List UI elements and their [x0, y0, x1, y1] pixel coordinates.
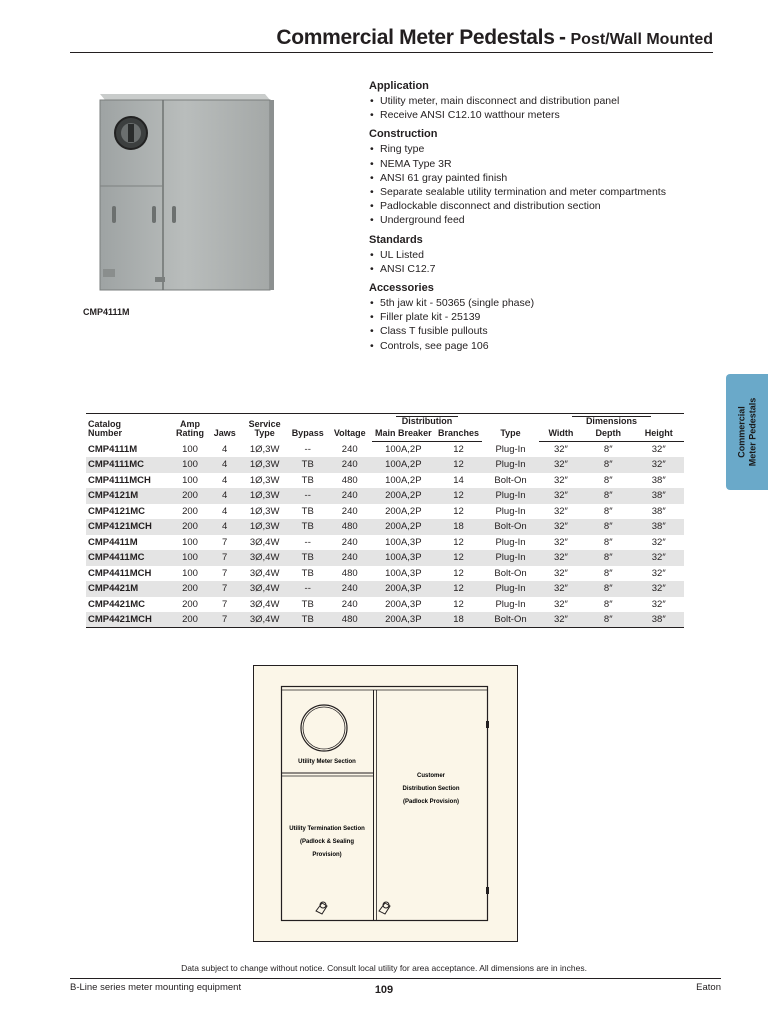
table-cell: 32″ [651, 444, 666, 455]
table-row [86, 473, 684, 489]
spec-heading: Standards [369, 233, 423, 246]
diagram-label-customer: Customer [416, 773, 446, 779]
table-cell: 240 [341, 505, 358, 517]
spec-item: • Underground feed [369, 213, 709, 227]
catalog-number-cell: CMP4411MCH [88, 567, 152, 579]
table-cell: 200A,2P [385, 505, 422, 517]
table-cell: 480 [328, 612, 372, 628]
table-row [86, 488, 684, 504]
table-cell: 100 [182, 536, 198, 548]
table-cell: 4 [208, 457, 242, 473]
table-cell: 7 [222, 598, 228, 610]
diagram-label-customer: (Padlock Provision) [402, 799, 460, 805]
table-cell: 4 [208, 488, 242, 504]
col-branches: Branches [435, 427, 482, 442]
diagram-label-meter: Utility Meter Section [298, 759, 356, 765]
table-cell: 100A,2P [372, 457, 435, 473]
spec-heading: Application [369, 80, 429, 92]
table-cell: 100 [182, 474, 198, 486]
table-cell: TB [288, 457, 328, 473]
table-cell: 480 [328, 519, 372, 535]
col-jaws: Jaws [208, 414, 242, 442]
side-tab-line: Commercial [736, 406, 747, 458]
table-cell: 100 [172, 550, 208, 566]
table-cell: 32″ [539, 612, 583, 628]
group-dimensions: Dimensions [539, 414, 684, 427]
table-cell: 100A,3P [385, 567, 422, 579]
table-cell: Plug-In [495, 536, 526, 548]
spec-heading: Construction [369, 128, 438, 141]
table-cell: 32″ [553, 474, 568, 486]
table-cell: 38″ [633, 612, 684, 628]
catalog-number-cell: CMP4411MC [86, 550, 172, 566]
spec-list [369, 296, 709, 353]
table-cell: 100 [182, 567, 198, 579]
table-row [86, 519, 684, 535]
catalog-table [86, 413, 684, 628]
table-cell: Bolt-On [482, 612, 539, 628]
table-cell: 12 [453, 536, 464, 548]
table-cell: 200 [172, 488, 208, 504]
catalog-number-cell: CMP4111MCH [88, 474, 151, 486]
table-cell: 38″ [633, 519, 684, 535]
table-cell: 100A,3P [372, 550, 435, 566]
table-cell: TB [288, 612, 328, 628]
table-cell: 12 [453, 567, 464, 579]
side-tab-text [736, 398, 758, 467]
table-cell: Plug-In [482, 581, 539, 597]
catalog-number-cell: CMP4421MC [88, 598, 146, 610]
table-cell: 8″ [583, 612, 633, 628]
table-cell: Plug-In [482, 488, 539, 504]
table-cell: Bolt-On [482, 519, 539, 535]
table-cell: 7 [208, 612, 242, 628]
table-cell: 32″ [553, 536, 568, 548]
table-cell: 8″ [603, 536, 613, 548]
table-row [86, 504, 684, 520]
table-cell: 240 [328, 550, 372, 566]
table-cell: 3Ø,4W [242, 550, 288, 566]
spec-item: • Receive ANSI C12.10 watthour meters [369, 108, 709, 122]
table-cell: 240 [341, 443, 358, 455]
table-cell: 3Ø,4W [242, 612, 288, 628]
table-cell: 1Ø,3W [249, 505, 280, 517]
table-cell: 32″ [539, 457, 583, 473]
table-cell: Plug-In [482, 457, 539, 473]
table-cell: 32″ [651, 567, 666, 579]
table-row [86, 566, 684, 582]
table-cell: 18 [435, 612, 482, 628]
table-cell: 32″ [651, 598, 666, 610]
table-cell: 18 [435, 519, 482, 535]
table-cell: 240 [328, 581, 372, 597]
table-cell: -- [304, 443, 311, 455]
footer-brand: Eaton [696, 982, 721, 993]
spec-list [369, 248, 709, 276]
table-cell: 32″ [651, 536, 666, 548]
table-cell: -- [288, 488, 328, 504]
table-cell: 32″ [633, 457, 684, 473]
table-cell: 200A,3P [385, 598, 422, 610]
page-title [276, 26, 713, 50]
spec-list [369, 94, 709, 122]
table-cell: 200 [172, 581, 208, 597]
table-cell: 240 [328, 457, 372, 473]
table-cell: 32″ [539, 581, 583, 597]
table-cell: 8″ [583, 457, 633, 473]
table-cell: 4 [222, 443, 228, 455]
spec-item: • ANSI C12.7 [369, 262, 709, 276]
footer-series: B-Line series meter mounting equipment [70, 982, 242, 993]
col-type: Type [482, 414, 539, 442]
table-cell: Plug-In [495, 598, 526, 610]
table-cell: 4 [208, 519, 242, 535]
table-cell: 32″ [553, 567, 568, 579]
col-amp: Amp Rating [172, 414, 208, 442]
table-cell: 3Ø,4W [249, 567, 280, 579]
title-sub: Post/Wall Mounted [570, 31, 713, 48]
table-cell: 32″ [539, 519, 583, 535]
table-cell: Plug-In [495, 443, 526, 455]
table-cell: 240 [341, 536, 358, 548]
table-cell: 100A,2P [385, 444, 422, 455]
spec-item: • Controls, see page 106 [369, 339, 709, 353]
title-separator: - [559, 26, 567, 49]
table-cell: TB [301, 474, 314, 486]
product-photo [95, 88, 275, 298]
table-cell: 32″ [553, 598, 568, 610]
table-cell: 38″ [633, 488, 684, 504]
spec-item: • Separate sealable utility termination and meter compartments [369, 185, 709, 199]
table-cell: 32″ [539, 488, 583, 504]
catalog-number-cell: CMP4411M [88, 536, 138, 548]
table-cell: -- [304, 536, 311, 548]
table-cell: 480 [341, 567, 358, 579]
spec-heading: Accessories [369, 282, 434, 295]
table-cell: 7 [222, 536, 228, 548]
spec-item: • UL Listed [369, 248, 709, 262]
table-row [86, 535, 684, 551]
catalog-number-cell: CMP4121M [86, 488, 172, 504]
table-cell: 200 [172, 612, 208, 628]
catalog-number-cell: CMP4421MCH [86, 612, 172, 628]
footer-rule [70, 978, 721, 979]
specs-section [369, 80, 709, 353]
table-cell: 200 [182, 598, 198, 610]
catalog-number-cell: CMP4111MC [86, 457, 172, 473]
col-width: Width [539, 427, 583, 442]
diagram-label-customer: Distribution Section [402, 786, 460, 792]
table-cell: 100 [172, 457, 208, 473]
spec-item: • Ring type [369, 142, 709, 156]
table-cell: 8″ [583, 581, 633, 597]
table-row [86, 442, 684, 458]
col-depth: Depth [583, 427, 633, 442]
photo-caption: CMP4111M [83, 307, 130, 317]
footer-note: Data subject to change without notice. Consult local utility for area acceptance. All dimensions are in inches. [181, 963, 587, 973]
table-cell: Plug-In [482, 550, 539, 566]
table-cell: 8″ [603, 474, 613, 486]
table-cell: -- [288, 581, 328, 597]
spec-list [369, 142, 709, 227]
table-cell: 12 [453, 444, 464, 455]
table-cell: 8″ [583, 488, 633, 504]
table-cell: 240 [328, 488, 372, 504]
col-voltage: Voltage [328, 414, 372, 442]
table-cell: 12 [435, 457, 482, 473]
catalog-number-cell: CMP4121MC [88, 505, 146, 517]
catalog-number-cell: CMP4121MCH [86, 519, 172, 535]
catalog-number-cell: CMP4111M [88, 443, 138, 455]
table-row [86, 612, 684, 628]
table-cell: 12 [453, 598, 464, 610]
col-height: Height [633, 427, 684, 442]
table-cell: 8″ [603, 505, 613, 517]
col-bypass: Bypass [288, 414, 328, 442]
table-cell: 14 [453, 474, 464, 486]
table-cell: 1Ø,3W [242, 519, 288, 535]
table-cell: 100A,2P [385, 474, 422, 486]
table-cell: 32″ [553, 444, 568, 455]
table-cell: 4 [222, 474, 228, 486]
table-cell: 1Ø,3W [249, 443, 280, 455]
table-cell: 240 [341, 598, 358, 610]
table-cell: 3Ø,4W [249, 536, 280, 548]
table-cell: TB [301, 567, 314, 579]
table-cell: 100 [182, 443, 198, 455]
table-cell: 8″ [603, 598, 613, 610]
table-row [86, 581, 684, 597]
table-cell: 200 [172, 519, 208, 535]
table-cell: 8″ [603, 567, 613, 579]
table-cell: 200 [182, 505, 198, 517]
table-cell: 4 [222, 505, 228, 517]
col-service: Service Type [242, 414, 288, 442]
table-row [86, 457, 684, 473]
table-cell: 1Ø,3W [242, 457, 288, 473]
table-cell: 200A,2P [372, 488, 435, 504]
catalog-number-cell: CMP4421M [86, 581, 172, 597]
table-cell: TB [288, 550, 328, 566]
table-cell: 32″ [633, 581, 684, 597]
table-cell: 3Ø,4W [249, 598, 280, 610]
section-side-tab [726, 374, 768, 490]
table-cell: 100A,3P [385, 536, 422, 548]
table-row [86, 597, 684, 613]
col-catalog: Catalog Number [86, 414, 172, 442]
table-cell: 1Ø,3W [249, 474, 280, 486]
table-cell: 3Ø,4W [242, 581, 288, 597]
table-cell: 7 [208, 550, 242, 566]
table-cell: 480 [341, 474, 358, 486]
table-cell: 8″ [603, 444, 613, 455]
spec-item: • Filler plate kit - 25139 [369, 310, 709, 324]
spec-item: • NEMA Type 3R [369, 157, 709, 171]
table-cell: TB [288, 519, 328, 535]
spec-item: • ANSI 61 gray painted finish [369, 171, 709, 185]
page-number: 109 [374, 984, 394, 996]
title-rule [70, 52, 713, 53]
col-main-breaker: Main Breaker [372, 427, 435, 442]
table-cell: 12 [435, 550, 482, 566]
table-cell: 200A,3P [372, 612, 435, 628]
diagram-label-termination: Utility Termination Section [289, 826, 365, 832]
table-cell: 7 [208, 581, 242, 597]
table-cell: 32″ [633, 550, 684, 566]
diagram-label-termination: Provision) [312, 852, 342, 858]
table-cell: 200A,2P [372, 519, 435, 535]
side-tab-line: Meter Pedestals [747, 397, 758, 467]
table-cell: Bolt-On [494, 567, 527, 579]
spec-item: • Class T fusible pullouts [369, 324, 709, 338]
spec-item: • Padlockable disconnect and distribution section [369, 199, 709, 213]
table-cell: 8″ [583, 550, 633, 566]
table-cell: 7 [222, 567, 228, 579]
table-cell: 12 [435, 488, 482, 504]
table-cell: 200A,3P [372, 581, 435, 597]
table-cell: TB [301, 505, 314, 517]
title-main: Commercial Meter Pedestals [276, 26, 555, 49]
diagram-label-termination: (Padlock & Sealing [299, 839, 355, 845]
table-cell: 38″ [651, 474, 666, 486]
pedestal-diagram [253, 665, 518, 942]
table-row [86, 550, 684, 566]
spec-item: • Utility meter, main disconnect and distribution panel [369, 94, 709, 108]
spec-item: • 5th jaw kit - 50365 (single phase) [369, 296, 709, 310]
table-cell: Plug-In [495, 505, 526, 517]
group-distribution: Distribution [372, 414, 482, 427]
table-cell: 12 [435, 581, 482, 597]
table-cell: 32″ [553, 505, 568, 517]
table-cell: 1Ø,3W [242, 488, 288, 504]
table-cell: 12 [453, 505, 464, 517]
table-cell: TB [301, 598, 314, 610]
table-cell: Bolt-On [494, 474, 527, 486]
table-cell: 8″ [583, 519, 633, 535]
table-body [86, 442, 684, 628]
table-cell: 32″ [539, 550, 583, 566]
table-cell: 38″ [651, 505, 666, 517]
